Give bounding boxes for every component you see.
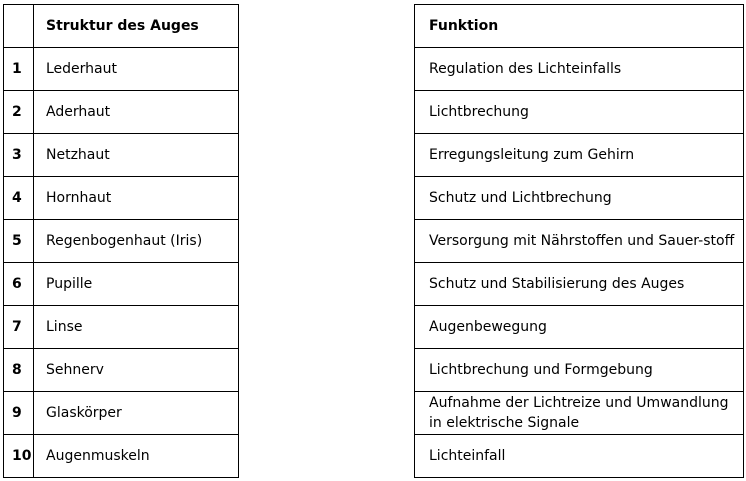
function-text: Erregungsleitung zum Gehirn xyxy=(415,134,744,177)
function-row xyxy=(415,220,744,263)
structure-row xyxy=(4,91,239,134)
structure-name: Netzhaut xyxy=(34,134,239,177)
function-row xyxy=(415,306,744,349)
function-row xyxy=(415,349,744,392)
structure-row xyxy=(4,263,239,306)
structure-name: Hornhaut xyxy=(34,177,239,220)
function-text: Versorgung mit Nährstoffen und Sauer-stoff xyxy=(415,220,744,263)
function-text: Schutz und Stabilisierung des Auges xyxy=(415,263,744,306)
structure-header-cell: Struktur des Auges xyxy=(34,5,239,48)
structure-table xyxy=(3,4,239,478)
function-row xyxy=(415,263,744,306)
function-text: Aufnahme der Lichtreize und Umwandlung in elektrische Signale xyxy=(415,392,744,435)
structure-name: Glaskörper xyxy=(34,392,239,435)
function-header-cell: Funktion xyxy=(415,5,744,48)
structure-row xyxy=(4,134,239,177)
function-text: Regulation des Lichteinfalls xyxy=(415,48,744,91)
structure-name: Linse xyxy=(34,306,239,349)
row-number: 10 xyxy=(4,435,34,478)
row-number: 7 xyxy=(4,306,34,349)
function-text: Lichteinfall xyxy=(415,435,744,478)
row-number: 2 xyxy=(4,91,34,134)
structure-row xyxy=(4,177,239,220)
function-table xyxy=(414,4,744,478)
structure-name: Aderhaut xyxy=(34,91,239,134)
number-header-cell xyxy=(4,5,34,48)
structure-name: Augenmuskeln xyxy=(34,435,239,478)
structure-table-header xyxy=(4,5,239,48)
structure-row xyxy=(4,349,239,392)
structure-name: Lederhaut xyxy=(34,48,239,91)
function-row xyxy=(415,435,744,478)
row-number: 8 xyxy=(4,349,34,392)
structure-row xyxy=(4,48,239,91)
structure-name: Regenbogenhaut (Iris) xyxy=(34,220,239,263)
function-row xyxy=(415,134,744,177)
structure-row xyxy=(4,392,239,435)
structure-name: Pupille xyxy=(34,263,239,306)
row-number: 9 xyxy=(4,392,34,435)
structure-name: Sehnerv xyxy=(34,349,239,392)
function-row xyxy=(415,91,744,134)
function-table-header xyxy=(415,5,744,48)
structure-row xyxy=(4,220,239,263)
function-text: Lichtbrechung und Formgebung xyxy=(415,349,744,392)
function-row xyxy=(415,392,744,435)
function-row xyxy=(415,177,744,220)
row-number: 6 xyxy=(4,263,34,306)
row-number: 3 xyxy=(4,134,34,177)
function-text: Schutz und Lichtbrechung xyxy=(415,177,744,220)
structure-row xyxy=(4,306,239,349)
row-number: 4 xyxy=(4,177,34,220)
structure-row xyxy=(4,435,239,478)
function-text: Lichtbrechung xyxy=(415,91,744,134)
function-text: Augenbewegung xyxy=(415,306,744,349)
row-number: 1 xyxy=(4,48,34,91)
row-number: 5 xyxy=(4,220,34,263)
function-row xyxy=(415,48,744,91)
